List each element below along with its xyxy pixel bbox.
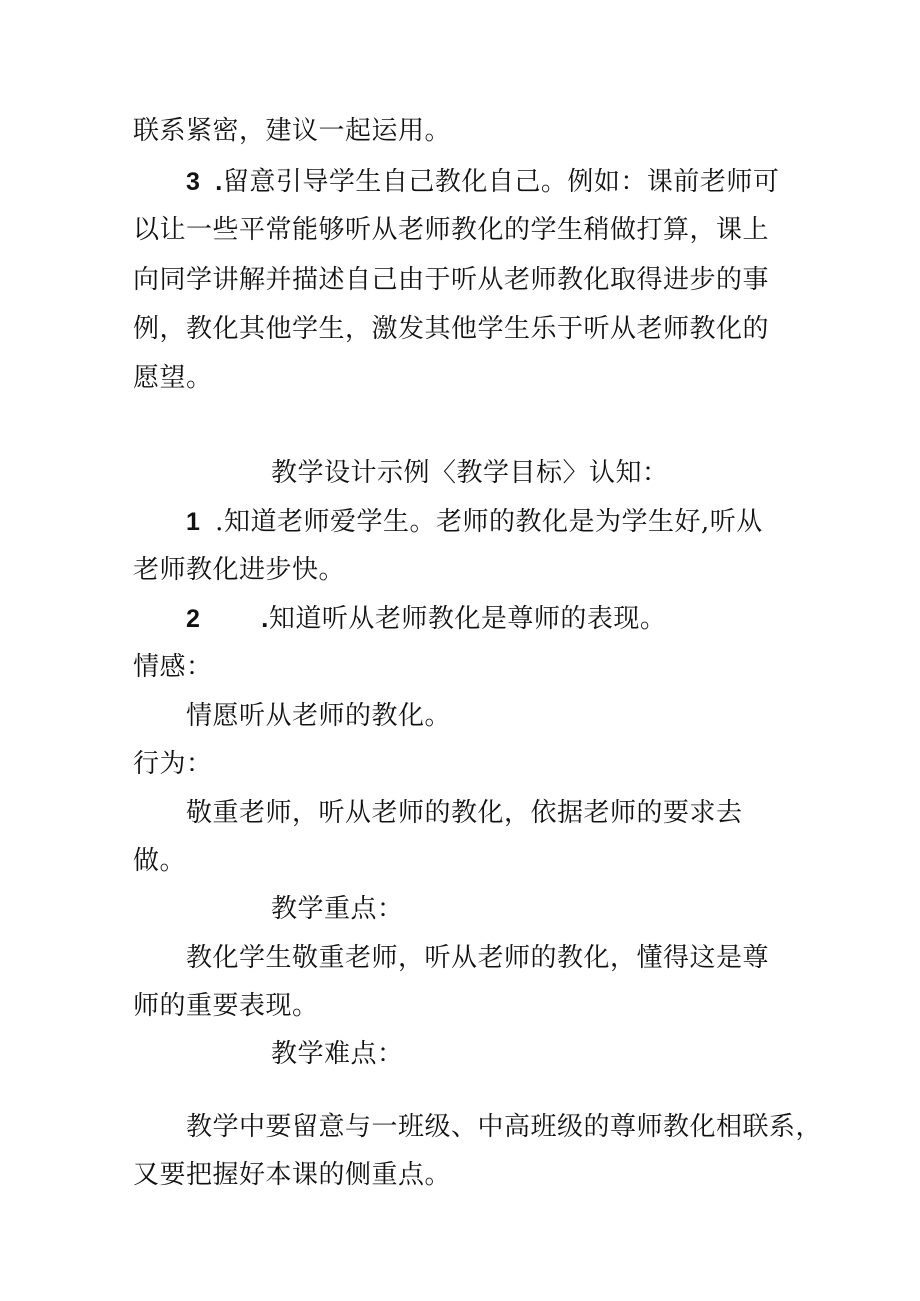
paragraph-line: 向同学讲解并描述自己由于听从老师教化取得进步的事 (133, 265, 770, 295)
section-heading: 教学重点： (271, 894, 404, 924)
paragraph-line: 例，教化其他学生，激发其他学生乐于听从老师教化的 (133, 314, 770, 344)
subsection-label: 行为： (133, 749, 213, 779)
list-item-text: 留意引导学生自己教化自己。例如：课前老师可 (222, 167, 780, 197)
section-heading: 教学难点： (271, 1039, 404, 1069)
section-heading: 教学设计示例〈教学目标〉认知： (271, 458, 669, 488)
list-dot: . (215, 166, 223, 196)
list-number: 2 (186, 605, 201, 633)
list-dot: . (215, 507, 224, 537)
paragraph-line: 又要把握好本课的侧重点。 (133, 1160, 452, 1190)
goal-item-1 (186, 505, 763, 539)
paragraph-line: 联系紧密，建议一起运用。 (133, 116, 452, 146)
paragraph-line: 教化学生敬重老师，听从老师的教化，懂得这是尊 (186, 943, 770, 973)
list-dot: . (261, 603, 269, 633)
paragraph-line: 老师教化进步快。 (133, 555, 346, 585)
paragraph-line: 教学中要留意与一班级、中高班级的尊师教化相联系， (186, 1112, 823, 1142)
subsection-label: 情感： (133, 652, 213, 682)
list-item-text: 知道听从老师教化是尊师的表现。 (268, 604, 667, 634)
paragraph-line: 师的重要表现。 (133, 991, 319, 1021)
paragraph-line: 敬重老师，听从老师的教化，依据老师的要求去 (186, 798, 743, 828)
paragraph-line: 做。 (133, 846, 187, 876)
list-number: 3 (186, 168, 201, 196)
paragraph-line: 情愿听从老师的教化。 (186, 701, 452, 731)
goal-item-2 (186, 601, 666, 636)
list-item-3 (186, 164, 779, 199)
list-item-text: 知道老师爱学生。老师的教化是为学生好,听从 (223, 507, 763, 537)
list-number: 1 (186, 508, 201, 536)
paragraph-line: 愿望。 (133, 363, 213, 393)
paragraph-line: 以让一些平常能够听从老师教化的学生稍做打算，课上 (133, 215, 770, 245)
